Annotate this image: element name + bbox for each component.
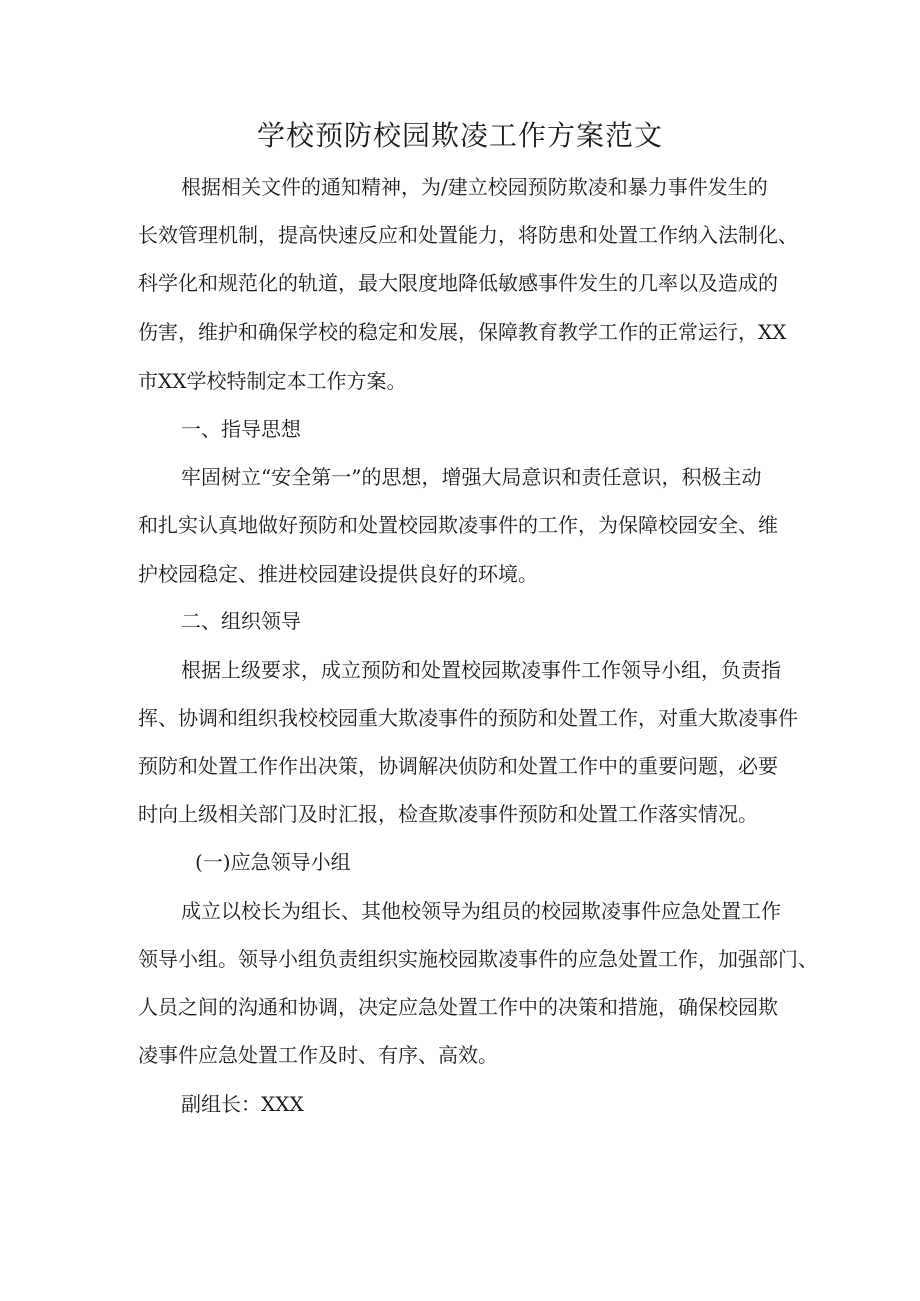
paragraph-line: 领导小组。领导小组负责组织实施校园欺凌事件的应急处置工作，加强部门、 [138,947,818,971]
paragraph-line: 预防和处置工作作出决策，协调解决侦防和处置工作中的重要问题，必要 [138,754,778,778]
subsection-heading: (一)应急领导小组 [195,850,351,874]
paragraph-line: 牢固树立“安全第一”的思想，增强大局意识和责任意识，积极主动 [181,465,762,489]
paragraph-line: 成立以校长为组长、其他校领导为组员的校园欺凌事件应急处置工作 [181,899,781,923]
section-heading: 一、指导思想 [181,417,301,441]
role-line: 副组长：XXX [181,1092,304,1116]
paragraph-line: 人员之间的沟通和协调，决定应急处置工作中的决策和措施，确保校园欺 [138,995,778,1019]
paragraph-line: 长效管理机制，提高快速反应和处置能力，将防患和处置工作纳入法制化、 [138,223,798,247]
document-title: 学校预防校园欺凌工作方案范文 [256,119,663,152]
paragraph-line: 科学化和规范化的轨道，最大限度地降低敏感事件发生的几率以及造成的 [138,271,778,295]
paragraph-line: 凌事件应急处置工作及时、有序、高效。 [138,1043,498,1067]
paragraph-line: 挥、协调和组织我校校园重大欺凌事件的预防和处置工作，对重大欺凌事件 [138,706,798,730]
paragraph-line: 市XX学校特制定本工作方案。 [138,369,407,393]
paragraph-line: 和扎实认真地做好预防和处置校园欺凌事件的工作，为保障校园安全、维 [138,513,778,537]
paragraph-line: 护校园稳定、推进校园建设提供良好的环境。 [138,562,538,586]
paragraph-line: 根据相关文件的通知精神，为/建立校园预防欺凌和暴力事件发生的 [181,175,768,199]
paragraph-line: 伤害，维护和确保学校的稳定和发展，保障教育教学工作的正常运行，XX [138,320,787,344]
paragraph-line: 时向上级相关部门及时汇报，检查欺凌事件预防和处置工作落实情况。 [138,802,758,826]
paragraph-line: 根据上级要求，成立预防和处置校园欺凌事件工作领导小组，负责指 [181,658,781,682]
section-heading: 二、组织领导 [181,609,301,633]
